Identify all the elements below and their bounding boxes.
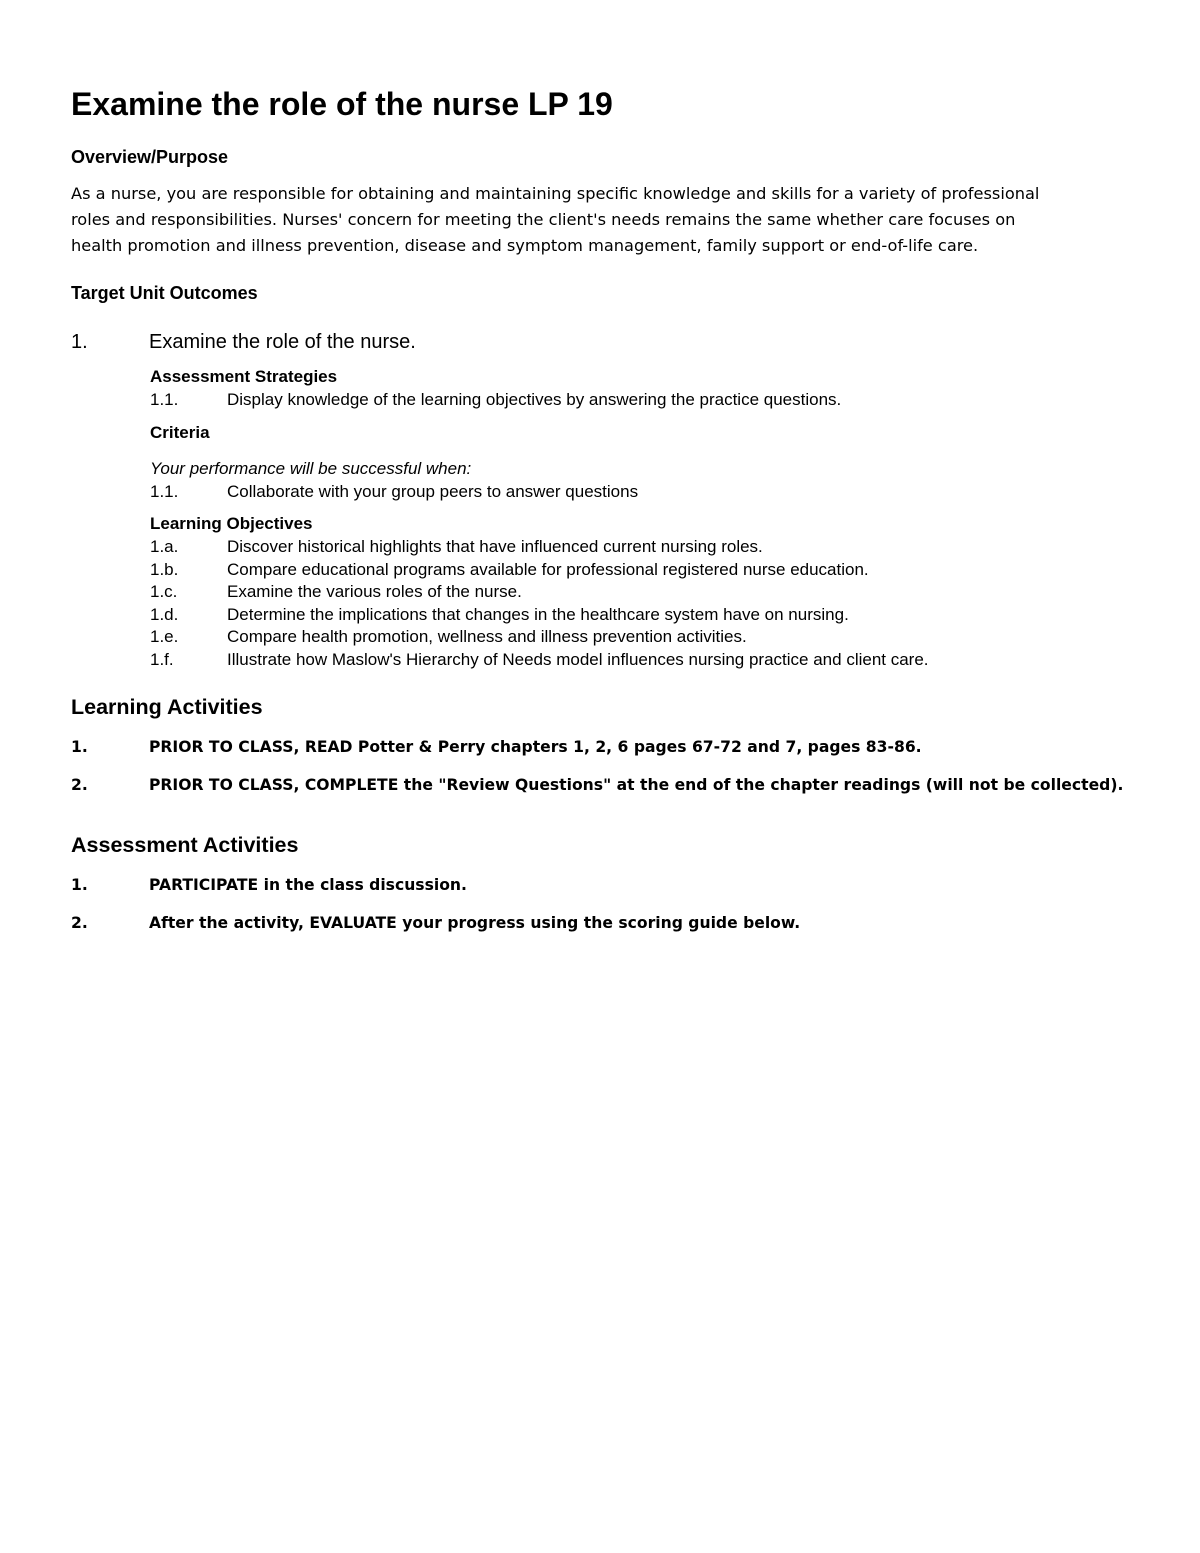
overview-heading: Overview/Purpose (71, 147, 229, 167)
item-number: 1.e. (150, 627, 179, 646)
overview-line: As a nurse, you are responsible for obtaining and maintaining specific knowledge and skills for a variety of professional (71, 184, 1040, 203)
objective-item (150, 604, 1131, 627)
item-number: 1.a. (150, 537, 179, 556)
item-number: 1.b. (150, 559, 179, 579)
objective-item (150, 581, 1131, 604)
item-text: Compare educational programs available for professional registered nurse education. (227, 559, 869, 579)
assessment-strategy-item (150, 389, 1131, 412)
learning-objectives-list (150, 536, 1131, 671)
item-number: 1.1. (150, 481, 179, 501)
learning-activities-heading: Learning Activities (71, 695, 263, 719)
learning-objectives-heading: Learning Objectives (150, 514, 313, 533)
objective-item (150, 536, 1131, 559)
item-text: Display knowledge of the learning objectives by answering the practice questions. (227, 390, 842, 409)
assessment-activity-item (71, 873, 1131, 897)
item-text: Compare health promotion, wellness and illness prevention activities. (227, 627, 747, 646)
item-number: 2. (71, 776, 88, 794)
assessment-activities-heading: Assessment Activities (71, 833, 299, 857)
assessment-strategies-heading: Assessment Strategies (150, 367, 338, 386)
learning-activity-item (71, 773, 1131, 797)
assessment-activity-item (71, 911, 1131, 935)
item-text: PRIOR TO CLASS, COMPLETE the "Review Questions" at the end of the chapter readings (will not be collected). (149, 776, 1124, 794)
item-text: Illustrate how Maslow's Hierarchy of Needs model influences nursing practice and client care. (227, 649, 929, 669)
overview-paragraph (71, 181, 1131, 259)
item-text: Collaborate with your group peers to answer questions (227, 481, 639, 501)
item-number: 1.c. (150, 582, 178, 601)
item-number: 1.f. (150, 649, 174, 669)
item-text: Discover historical highlights that have influenced current nursing roles. (227, 537, 763, 556)
item-number: 1.1. (150, 390, 179, 409)
outcome-item (71, 329, 1131, 355)
item-text: After the activity, EVALUATE your progress using the scoring guide below. (149, 914, 801, 932)
criteria-item (150, 481, 1131, 504)
item-number: 1. (71, 876, 88, 894)
outcome-text: Examine the role of the nurse. (149, 331, 416, 353)
item-text: PARTICIPATE in the class discussion. (149, 876, 467, 894)
item-text: PRIOR TO CLASS, READ Potter & Perry chapters 1, 2, 6 pages 67-72 and 7, pages 83-86. (149, 738, 922, 756)
criteria-intro: Your performance will be successful when: (150, 458, 472, 478)
item-number: 2. (71, 914, 88, 932)
learning-activity-item (71, 735, 1131, 759)
overview-line: roles and responsibilities. Nurses' concern for meeting the client's needs remains the same whether care focuses on (71, 210, 1016, 229)
item-number: 1.d. (150, 604, 179, 624)
document-page (71, 80, 1131, 935)
overview-line: health promotion and illness prevention, disease and symptom management, family support or end-of-life care. (71, 236, 979, 255)
objective-item (150, 626, 1131, 649)
item-text: Determine the implications that changes in the healthcare system have on nursing. (227, 604, 849, 624)
item-text: Examine the various roles of the nurse. (227, 582, 522, 601)
page-title: Examine the role of the nurse LP 19 (71, 86, 613, 122)
criteria-heading: Criteria (150, 422, 210, 442)
outcome-number: 1. (71, 331, 88, 353)
target-outcomes-heading: Target Unit Outcomes (71, 283, 258, 303)
objective-item (150, 649, 1131, 672)
item-number: 1. (71, 738, 88, 756)
objective-item (150, 559, 1131, 582)
